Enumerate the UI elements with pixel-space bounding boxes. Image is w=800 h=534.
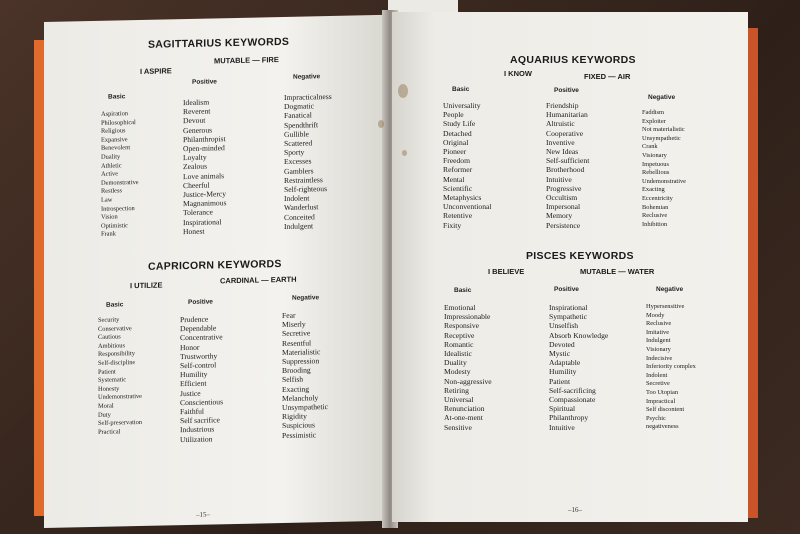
keyword-item: Moody <box>646 311 665 319</box>
keyword-item: Unsympathetic <box>642 134 681 142</box>
keyword-item: Imitative <box>646 328 670 336</box>
keyword-item: Mystic <box>549 349 571 359</box>
keyword-item: Modesty <box>444 367 471 377</box>
keyword-item: Magnanimous <box>183 198 227 209</box>
keyword-item: Indolent <box>284 193 310 204</box>
keyword-item: Philosophical <box>101 118 136 127</box>
capricorn-basic-list <box>98 316 142 437</box>
keyword-item: Self-sufficient <box>546 156 590 166</box>
keyword-item: Philanthropy <box>549 413 589 423</box>
keyword-item: Persistence <box>546 220 581 230</box>
keyword-item: Sporty <box>284 147 305 158</box>
keyword-item: Freedom <box>443 156 470 166</box>
keyword-item: Gullible <box>284 129 309 139</box>
keyword-item: Inferiority complex <box>646 363 696 371</box>
keyword-item: Miserly <box>282 319 306 330</box>
keyword-item: Duality <box>444 358 467 368</box>
sagittarius-basic-header: Basic <box>108 93 126 101</box>
keyword-item: Receptive <box>444 330 475 340</box>
keyword-item: Self-discipline <box>98 359 136 367</box>
keyword-item: Gamblers <box>284 165 314 176</box>
capricorn-positive-header: Positive <box>188 298 213 306</box>
keyword-item: Aspiration <box>101 110 128 118</box>
keyword-item: Philanthropist <box>183 134 226 144</box>
sagittarius-quality: MUTABLE — FIRE <box>214 55 279 66</box>
keyword-item: Materialistic <box>282 347 321 357</box>
keyword-item: Self-righteous <box>284 184 328 195</box>
keyword-item: Cautious <box>98 333 121 342</box>
keyword-item: Benevolent <box>101 144 131 153</box>
pisces-positive-list <box>549 303 608 432</box>
keyword-item: Concentrative <box>180 332 223 343</box>
keyword-item: Unsympathetic <box>282 402 328 413</box>
keyword-item: Reformer <box>443 165 473 175</box>
keyword-item: Hypersensitive <box>646 303 685 310</box>
aquarius-negative-header: Negative <box>648 94 676 101</box>
keyword-item: Zealous <box>183 162 208 172</box>
keyword-item: Exacting <box>642 186 665 194</box>
keyword-item: Mental <box>443 174 465 184</box>
keyword-item: Rebellious <box>642 169 670 177</box>
keyword-item: Spiritual <box>549 404 576 414</box>
aquarius-positive-header: Positive <box>554 87 579 94</box>
aquarius-basic-header: Basic <box>452 86 470 93</box>
keyword-item: Psychic <box>646 414 666 422</box>
pisces-motto: I BELIEVE <box>488 267 525 276</box>
paper-stain <box>402 150 407 156</box>
keyword-item: Self-sacrificing <box>549 385 596 395</box>
keyword-item: Patient <box>98 368 116 376</box>
keyword-item: Scientific <box>443 183 473 193</box>
keyword-item: Faddism <box>642 109 665 116</box>
keyword-item: Study Life <box>443 119 476 129</box>
keyword-item: Trustworthy <box>180 351 218 361</box>
sagittarius-negative-header: Negative <box>293 73 321 81</box>
keyword-item: Selfish <box>282 374 304 385</box>
keyword-item: Idealism <box>183 97 210 108</box>
pisces-negative-header: Negative <box>656 286 684 293</box>
pisces-negative-list <box>646 303 696 432</box>
keyword-item: Impetuous <box>642 160 669 168</box>
paper-stain <box>378 120 384 128</box>
keyword-item: Security <box>98 316 120 324</box>
keyword-item: Moral <box>98 402 114 410</box>
keyword-item: negativeness <box>646 423 679 431</box>
keyword-item: People <box>443 110 464 120</box>
keyword-item: Reclusive <box>642 212 668 220</box>
keyword-item: Law <box>101 196 113 204</box>
keyword-item: Idealistic <box>444 349 472 359</box>
keyword-item: Humility <box>549 367 577 377</box>
keyword-item: Rigidity <box>282 411 307 422</box>
keyword-item: Cheerful <box>183 180 210 190</box>
keyword-item: Suspicious <box>282 420 315 431</box>
keyword-item: Conscientious <box>180 397 224 407</box>
keyword-item: Indulgent <box>284 221 314 231</box>
pisces-quality: MUTABLE — WATER <box>580 267 655 276</box>
keyword-item: Industrious <box>180 424 215 435</box>
keyword-item: Impersonal <box>546 202 581 212</box>
keyword-item: Inspirational <box>183 216 222 227</box>
keyword-item: Devout <box>183 116 206 126</box>
keyword-item: Universality <box>443 101 481 110</box>
keyword-item: Expansive <box>101 136 128 144</box>
keyword-item: Non-aggressive <box>444 376 492 386</box>
keyword-item: Conceited <box>284 211 315 222</box>
keyword-item: Impressionable <box>444 312 491 322</box>
keyword-item: Self-control <box>180 360 217 371</box>
keyword-item: At-one-ment <box>444 413 483 423</box>
keyword-item: Intuitive <box>549 422 575 432</box>
keyword-item: Practical <box>98 428 121 436</box>
keyword-item: Inspirational <box>549 303 588 312</box>
keyword-item: Devoted <box>549 339 575 349</box>
aquarius-basic-list <box>443 101 492 230</box>
keyword-item: Progressive <box>546 183 582 193</box>
keyword-item: Bohemian <box>642 203 669 211</box>
keyword-item: Memory <box>546 211 573 221</box>
keyword-item: Demonstrative <box>101 178 139 187</box>
keyword-item: Systematic <box>98 376 127 385</box>
keyword-item: Renunciation <box>444 404 485 414</box>
keyword-item: Dependable <box>180 323 217 334</box>
keyword-item: Romantic <box>444 339 474 349</box>
keyword-item: Self discontent <box>646 406 685 414</box>
keyword-item: Introspection <box>101 204 135 213</box>
aquarius-negative-list <box>642 109 686 229</box>
keyword-item: Pioneer <box>443 147 467 157</box>
right-page <box>392 12 748 522</box>
aquarius-motto: I KNOW <box>504 69 532 78</box>
keyword-item: Restless <box>101 187 122 196</box>
keyword-item: Sensitive <box>444 422 472 432</box>
keyword-item: Vision <box>101 213 118 221</box>
keyword-item: Spendthrift <box>284 119 319 130</box>
keyword-item: Fanatical <box>284 110 312 121</box>
keyword-item: Suppression <box>282 356 320 367</box>
sagittarius-motto: I ASPIRE <box>140 66 172 76</box>
keyword-item: Friendship <box>546 101 579 110</box>
keyword-item: Altruistic <box>546 119 575 129</box>
keyword-item: Visionary <box>646 345 671 353</box>
keyword-item: Honest <box>183 226 205 236</box>
keyword-item: Crank <box>642 143 658 151</box>
keyword-item: Pessimistic <box>282 429 317 440</box>
keyword-item: Visionary <box>642 151 667 159</box>
keyword-item: Loyalty <box>183 152 207 163</box>
keyword-item: Patient <box>549 376 571 386</box>
pisces-title: PISCES KEYWORDS <box>526 250 634 262</box>
keyword-item: Melancholy <box>282 393 319 403</box>
keyword-item: Self sacrifice <box>180 415 220 426</box>
keyword-item: Inhibition <box>642 220 668 228</box>
keyword-item: Prudence <box>180 314 209 325</box>
keyword-item: Self-preservation <box>98 419 143 427</box>
keyword-item: Honor <box>180 342 200 352</box>
keyword-item: Conservative <box>98 324 132 333</box>
left-page <box>44 15 387 528</box>
keyword-item: Duty <box>98 411 111 419</box>
right-page-number: –16– <box>568 506 582 514</box>
keyword-item: Justice <box>180 388 201 398</box>
paper-stain <box>398 84 408 98</box>
capricorn-title: CAPRICORN KEYWORDS <box>148 258 282 273</box>
capricorn-positive-list <box>180 314 223 444</box>
capricorn-negative-list <box>282 310 328 440</box>
keyword-item: Inventive <box>546 137 575 147</box>
keyword-item: Honesty <box>98 385 120 393</box>
keyword-item: Exploiter <box>642 117 666 125</box>
pisces-basic-list <box>444 303 492 432</box>
keyword-item: Tolerance <box>183 207 213 218</box>
keyword-item: Indulgent <box>646 337 671 345</box>
keyword-item: Eccentricity <box>642 194 673 202</box>
keyword-item: Excesses <box>284 156 312 167</box>
keyword-item: Original <box>443 137 469 147</box>
keyword-item: Athletic <box>101 161 122 170</box>
sagittarius-basic-list <box>101 110 139 240</box>
capricorn-motto: I UTILIZE <box>130 280 163 291</box>
keyword-item: Faithful <box>180 406 205 417</box>
keyword-item: Metaphysics <box>443 193 482 203</box>
sagittarius-title: SAGITTARIUS KEYWORDS <box>148 35 290 51</box>
keyword-item: Responsive <box>444 321 480 331</box>
keyword-item: Scattered <box>284 138 313 148</box>
pisces-positive-header: Positive <box>554 286 579 293</box>
keyword-item: Undemonstrative <box>98 393 143 402</box>
keyword-item: Compassionate <box>549 395 596 405</box>
left-page-number: –15– <box>196 510 210 519</box>
keyword-item: Fixity <box>443 220 462 230</box>
aquarius-positive-list <box>546 101 589 230</box>
keyword-item: Universal <box>444 395 474 405</box>
keyword-item: Wanderlust <box>284 202 319 213</box>
keyword-item: Exacting <box>282 384 309 394</box>
sagittarius-positive-header: Positive <box>192 78 217 86</box>
keyword-item: Secretive <box>282 328 311 339</box>
capricorn-basic-header: Basic <box>106 301 124 309</box>
keyword-item: New Ideas <box>546 147 579 157</box>
capricorn-negative-header: Negative <box>292 294 320 302</box>
keyword-item: Secretive <box>646 380 670 388</box>
keyword-item: Occultism <box>546 193 578 203</box>
keyword-item: Utilization <box>180 434 213 444</box>
keyword-item: Indolent <box>646 371 668 379</box>
keyword-item: Open-minded <box>183 143 225 154</box>
keyword-item: Retentive <box>443 211 473 221</box>
keyword-item: Fear <box>282 310 296 321</box>
keyword-item: Undemonstrative <box>642 177 687 185</box>
keyword-item: Not materialistic <box>642 126 685 134</box>
keyword-item: Restraintless <box>284 174 323 185</box>
keyword-item: Sympathetic <box>549 312 587 322</box>
keyword-item: Impracticalness <box>284 91 332 102</box>
keyword-item: Humanitarian <box>546 110 588 120</box>
keyword-item: Active <box>101 170 119 178</box>
keyword-item: Too Utopian <box>646 388 679 396</box>
keyword-item: Frank <box>101 230 116 239</box>
keyword-item: Duality <box>101 153 121 161</box>
aquarius-title: AQUARIUS KEYWORDS <box>510 54 636 66</box>
keyword-item: Brotherhood <box>546 165 585 175</box>
keyword-item: Impractical <box>646 397 676 405</box>
sagittarius-positive-list <box>183 97 226 236</box>
keyword-item: Humility <box>180 369 208 380</box>
capricorn-quality: CARDINAL — EARTH <box>220 274 297 286</box>
keyword-item: Indecisive <box>646 354 673 362</box>
keyword-item: Retiring <box>444 385 469 395</box>
pisces-basic-header: Basic <box>454 287 472 294</box>
keyword-item: Optimistic <box>101 221 128 230</box>
keyword-item: Unselfish <box>549 321 579 331</box>
keyword-item: Adaptable <box>549 358 581 368</box>
keyword-item: Intuitive <box>546 174 572 184</box>
keyword-item: Resentful <box>282 338 312 348</box>
keyword-item: Absorb Knowledge <box>549 330 609 340</box>
keyword-item: Justice-Mercy <box>183 189 227 200</box>
keyword-item: Reverent <box>183 106 211 117</box>
keyword-item: Love animals <box>183 170 225 181</box>
keyword-item: Unconventional <box>443 202 492 212</box>
keyword-item: Emotional <box>444 303 476 312</box>
keyword-item: Religious <box>101 127 126 135</box>
keyword-item: Efficient <box>180 379 207 389</box>
keyword-item: Cooperative <box>546 128 584 138</box>
keyword-item: Detached <box>443 128 472 138</box>
keyword-item: Brooding <box>282 365 311 376</box>
sagittarius-negative-list <box>284 92 332 231</box>
keyword-item: Responsibility <box>98 350 135 359</box>
keyword-item: Ambitious <box>98 342 125 350</box>
keyword-item: Reclusive <box>646 320 672 328</box>
keyword-item: Generous <box>183 125 213 135</box>
keyword-item: Dogmatic <box>284 101 314 112</box>
aquarius-quality: FIXED — AIR <box>584 72 631 81</box>
